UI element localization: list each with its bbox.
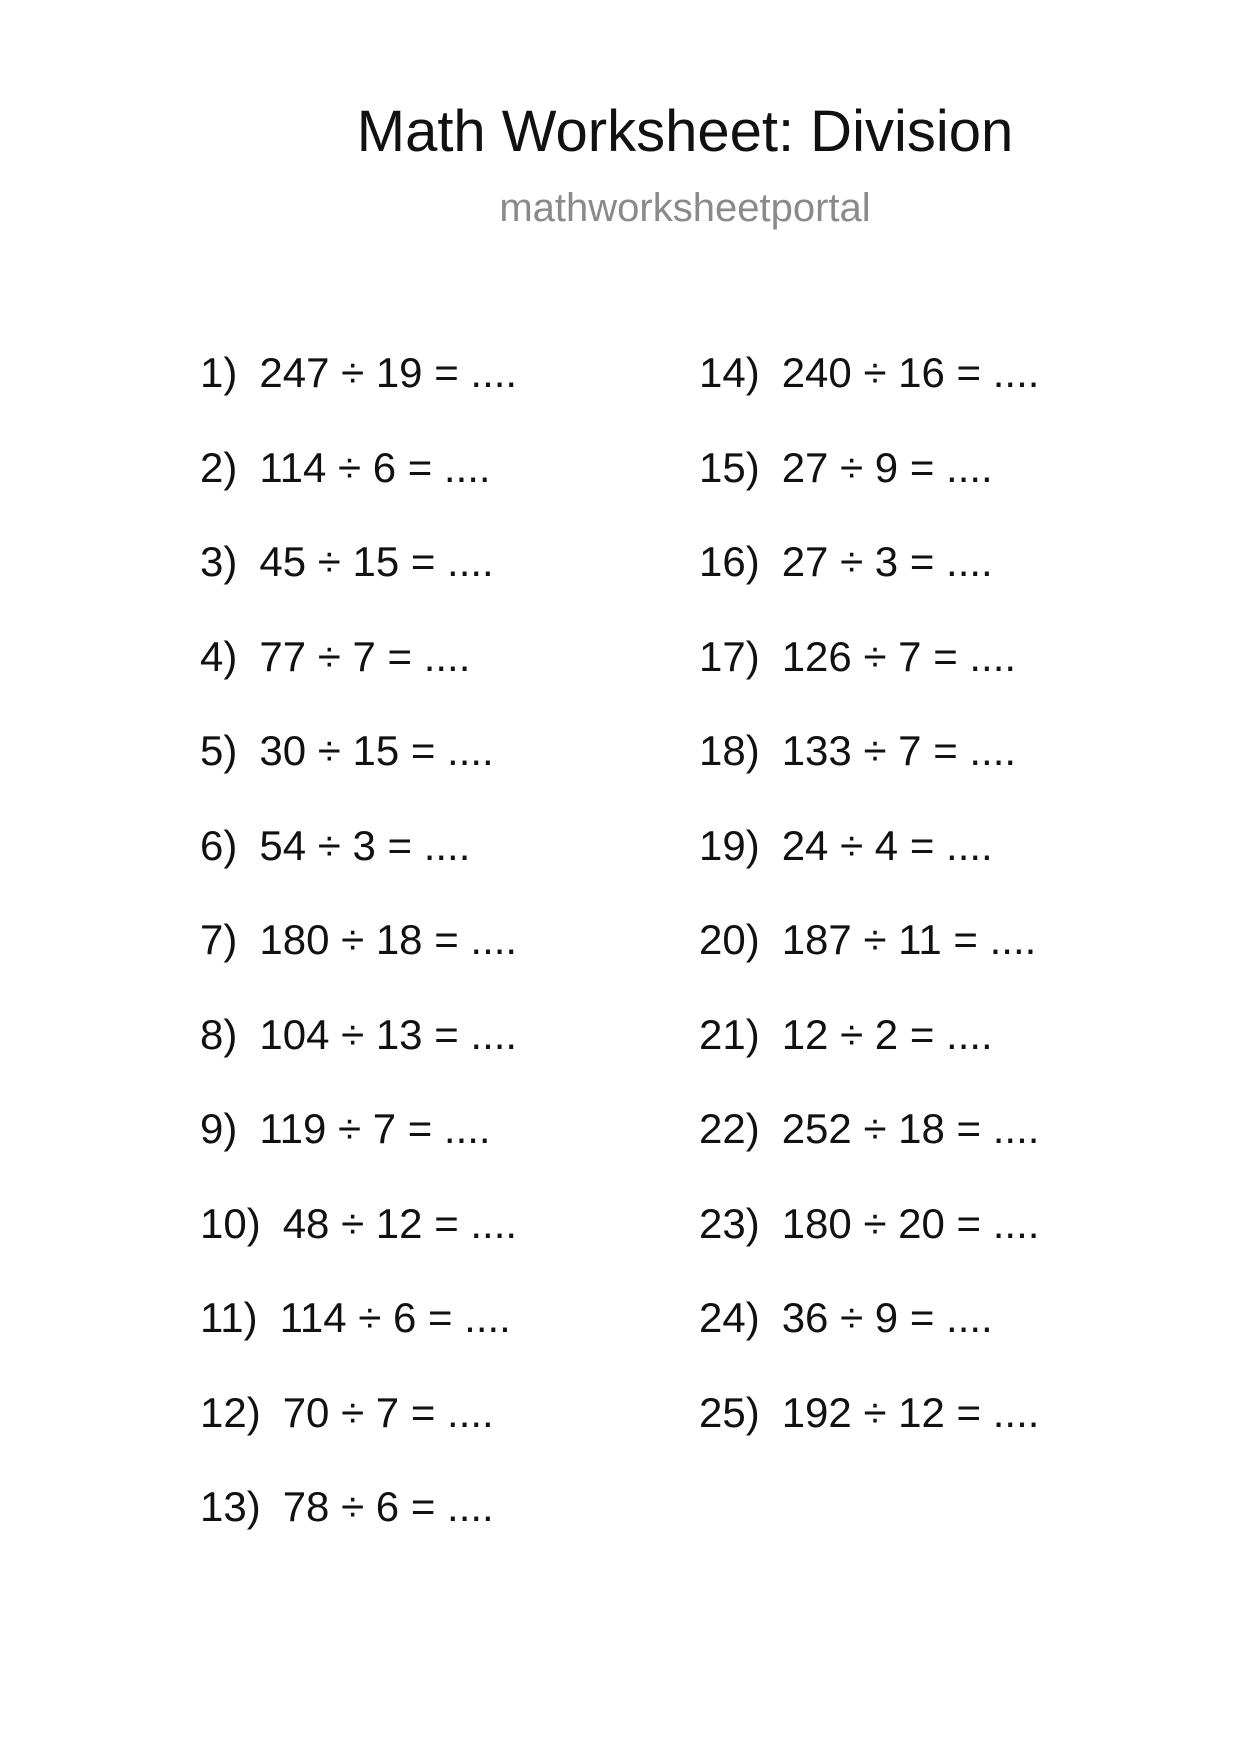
problem-item xyxy=(200,632,517,727)
problem-number: 13) xyxy=(200,1483,261,1530)
problem-number: 1) xyxy=(200,349,238,396)
problem-number: 12) xyxy=(200,1388,261,1436)
problem-number: 7) xyxy=(200,916,238,963)
problem-expression: 24 ÷ 4 = .... xyxy=(781,821,993,869)
problem-expression: 104 ÷ 13 = .... xyxy=(259,1010,518,1058)
problem-item xyxy=(200,1104,517,1199)
problem-number: 16) xyxy=(699,538,760,585)
problem-expression: 187 ÷ 11 = .... xyxy=(781,916,1037,963)
problem-expression: 77 ÷ 7 = .... xyxy=(259,632,471,680)
problem-item xyxy=(200,348,517,443)
problem-expression: 12 ÷ 2 = .... xyxy=(781,1010,993,1058)
problem-item xyxy=(200,443,517,538)
problem-item xyxy=(200,1293,517,1388)
problem-item xyxy=(699,443,1039,538)
problem-expression: 114 ÷ 6 = .... xyxy=(279,1294,511,1341)
problem-number: 25) xyxy=(699,1388,760,1436)
problem-item xyxy=(200,1482,517,1577)
problem-expression: 48 ÷ 12 = .... xyxy=(282,1199,518,1247)
problem-expression: 252 ÷ 18 = .... xyxy=(781,1105,1040,1152)
problem-item xyxy=(699,1104,1039,1199)
problem-list-right xyxy=(699,348,1039,1482)
problem-number: 4) xyxy=(200,632,238,680)
problem-number: 2) xyxy=(200,443,238,491)
problem-expression: 126 ÷ 7 = .... xyxy=(781,632,1017,680)
problem-expression: 192 ÷ 12 = .... xyxy=(781,1388,1040,1436)
problem-expression: 119 ÷ 7 = .... xyxy=(259,1105,491,1152)
problem-item xyxy=(699,915,1039,1010)
problem-item xyxy=(699,632,1039,727)
problem-number: 20) xyxy=(699,916,760,963)
problem-item xyxy=(200,726,517,821)
problem-number: 8) xyxy=(200,1010,238,1058)
problem-number: 21) xyxy=(699,1010,760,1058)
problem-number: 23) xyxy=(699,1199,760,1247)
problem-number: 17) xyxy=(699,632,760,680)
problem-number: 6) xyxy=(200,821,238,869)
problem-item xyxy=(699,821,1039,916)
problem-expression: 45 ÷ 15 = .... xyxy=(259,538,494,585)
problem-item xyxy=(699,1010,1039,1105)
page-subtitle: mathworksheetportal xyxy=(499,186,871,230)
problem-item xyxy=(699,348,1039,443)
problem-list-left xyxy=(200,348,517,1577)
problem-expression: 54 ÷ 3 = .... xyxy=(259,821,471,869)
problem-number: 14) xyxy=(699,349,760,396)
problem-number: 11) xyxy=(200,1294,258,1341)
problem-expression: 30 ÷ 15 = .... xyxy=(259,727,494,774)
problem-item xyxy=(200,1388,517,1483)
problem-item xyxy=(699,1388,1039,1483)
problem-item xyxy=(200,915,517,1010)
problem-number: 22) xyxy=(699,1105,760,1152)
problem-item xyxy=(699,1199,1039,1294)
problem-expression: 114 ÷ 6 = .... xyxy=(259,443,491,491)
problem-item xyxy=(200,537,517,632)
problem-expression: 133 ÷ 7 = .... xyxy=(781,727,1017,774)
problem-expression: 36 ÷ 9 = .... xyxy=(781,1294,993,1341)
problem-number: 10) xyxy=(200,1199,261,1247)
problem-expression: 180 ÷ 18 = .... xyxy=(259,916,518,963)
problem-number: 15) xyxy=(699,443,760,491)
problem-item xyxy=(699,1293,1039,1388)
problem-expression: 180 ÷ 20 = .... xyxy=(781,1199,1040,1247)
problem-item xyxy=(699,726,1039,821)
page-title: Math Worksheet: Division xyxy=(356,99,1014,164)
problem-expression: 247 ÷ 19 = .... xyxy=(259,349,518,396)
problem-item xyxy=(699,537,1039,632)
problem-number: 19) xyxy=(699,821,760,869)
problem-expression: 240 ÷ 16 = .... xyxy=(781,349,1040,396)
problem-item xyxy=(200,1199,517,1294)
problem-expression: 78 ÷ 6 = .... xyxy=(282,1483,494,1530)
problem-expression: 70 ÷ 7 = .... xyxy=(282,1388,494,1436)
problem-number: 3) xyxy=(200,538,238,585)
problem-item xyxy=(200,1010,517,1105)
problem-expression: 27 ÷ 3 = .... xyxy=(781,538,993,585)
problem-number: 18) xyxy=(699,727,760,774)
problem-item xyxy=(200,821,517,916)
problem-number: 9) xyxy=(200,1105,238,1152)
problem-number: 24) xyxy=(699,1294,760,1341)
problem-number: 5) xyxy=(200,727,238,774)
problem-expression: 27 ÷ 9 = .... xyxy=(781,443,993,491)
